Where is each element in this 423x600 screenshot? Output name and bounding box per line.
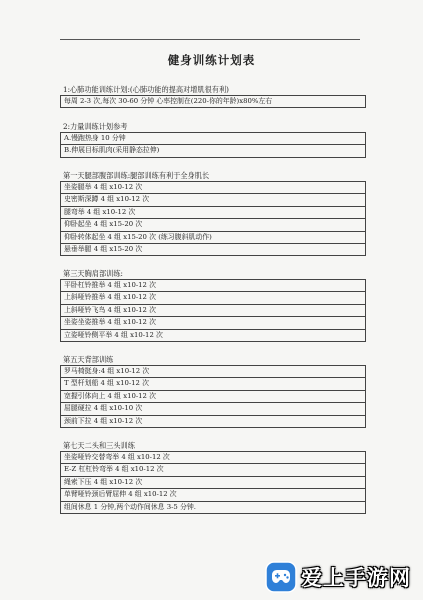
table-row: 仰卧转体起坐 4 组 x15-20 次 (练习腹斜肌动作) [61, 232, 365, 244]
section-table [60, 181, 366, 256]
section-table [60, 451, 366, 514]
site-watermark [264, 560, 411, 594]
section-table [60, 279, 366, 342]
table-row: 组间休息 1 分钟,两个动作间休息 3-5 分钟. [61, 502, 365, 514]
table-row: 宽握引体向上 4 组 x10-12 次 [61, 391, 365, 403]
section-heading: 第七天二头和三头训练 [63, 441, 135, 450]
section-heading: 2:力量训练计划参考 [63, 122, 128, 131]
table-row: 平卧杠铃推举 4 组 x10-12 次 [61, 280, 365, 292]
top-rule [60, 39, 360, 40]
section-day3-chest-shoulders [60, 269, 366, 342]
table-row: 屈腿硬拉 4 组 x10-10 次 [61, 403, 365, 415]
section-heading: 第一天腿部腹部训练:腿部训练有利于全身肌长 [63, 171, 210, 180]
section-cardio [60, 85, 366, 108]
table-row: 上斜哑铃推举 4 组 x10-12 次 [61, 292, 365, 304]
table-row: 绳索下压 4 组 x10-12 次 [61, 477, 365, 489]
table-row: 罗马椅挺身:4 组 x10-12 次 [61, 366, 365, 378]
section-day1-legs-abs [60, 171, 366, 256]
page-title: 健身训练计划表 [167, 53, 256, 67]
table-row: 立姿哑铃侧平举 4 组 x10-12 次 [61, 330, 365, 342]
table-row: 悬垂举腿 4 组 x15-20 次 [61, 244, 365, 256]
section-day7-arms [60, 441, 366, 514]
table-row: 坐姿坐姿推举 4 组 x10-12 次 [61, 317, 365, 329]
section-heading: 第三天胸肩部训练: [63, 269, 123, 278]
section-heading: 第五天背部训练 [63, 355, 114, 364]
table-row: 上斜哑铃飞鸟 4 组 x10-12 次 [61, 305, 365, 317]
table-row: B.伸展目标肌肉(采用静态拉伸) [61, 145, 365, 157]
section-heading: 1:心肺功能训练计划:(心肺功能的提高对增肌很有利) [63, 85, 229, 94]
section-table [60, 365, 366, 428]
section-strength [60, 122, 366, 158]
game-controller-icon [264, 560, 298, 594]
table-row: 坐姿腿举 4 组 x10-12 次 [61, 182, 365, 194]
table-row: 腿弯举 4 组 x10-12 次 [61, 207, 365, 219]
table-row: 每周 2-3 次,每次 30-60 分钟 心率控制在(220-你的年龄)x80%左右 [61, 96, 365, 108]
table-row: 坐姿哑铃交替弯举 4 组 x10-12 次 [61, 452, 365, 464]
table-row: 颈前下拉 4 组 x10-12 次 [61, 416, 365, 428]
table-row: 仰卧起坐 4 组 x15-20 次 [61, 219, 365, 231]
watermark-text: 爱上手游网 [301, 566, 411, 590]
table-row: A.慢跑热身 10 分钟 [61, 133, 365, 145]
section-day5-back [60, 355, 366, 428]
table-row: E-Z 杠杠铃弯举 4 组 x10-12 次 [61, 464, 365, 476]
table-row: T 型杆划船 4 组 x10-12 次 [61, 378, 365, 390]
section-table [60, 95, 366, 108]
table-row: 史密斯深蹲 4 组 x10-12 次 [61, 194, 365, 206]
section-table [60, 132, 366, 158]
table-row: 单臂哑铃颈后臂屈伸 4 组 x10-12 次 [61, 489, 365, 501]
